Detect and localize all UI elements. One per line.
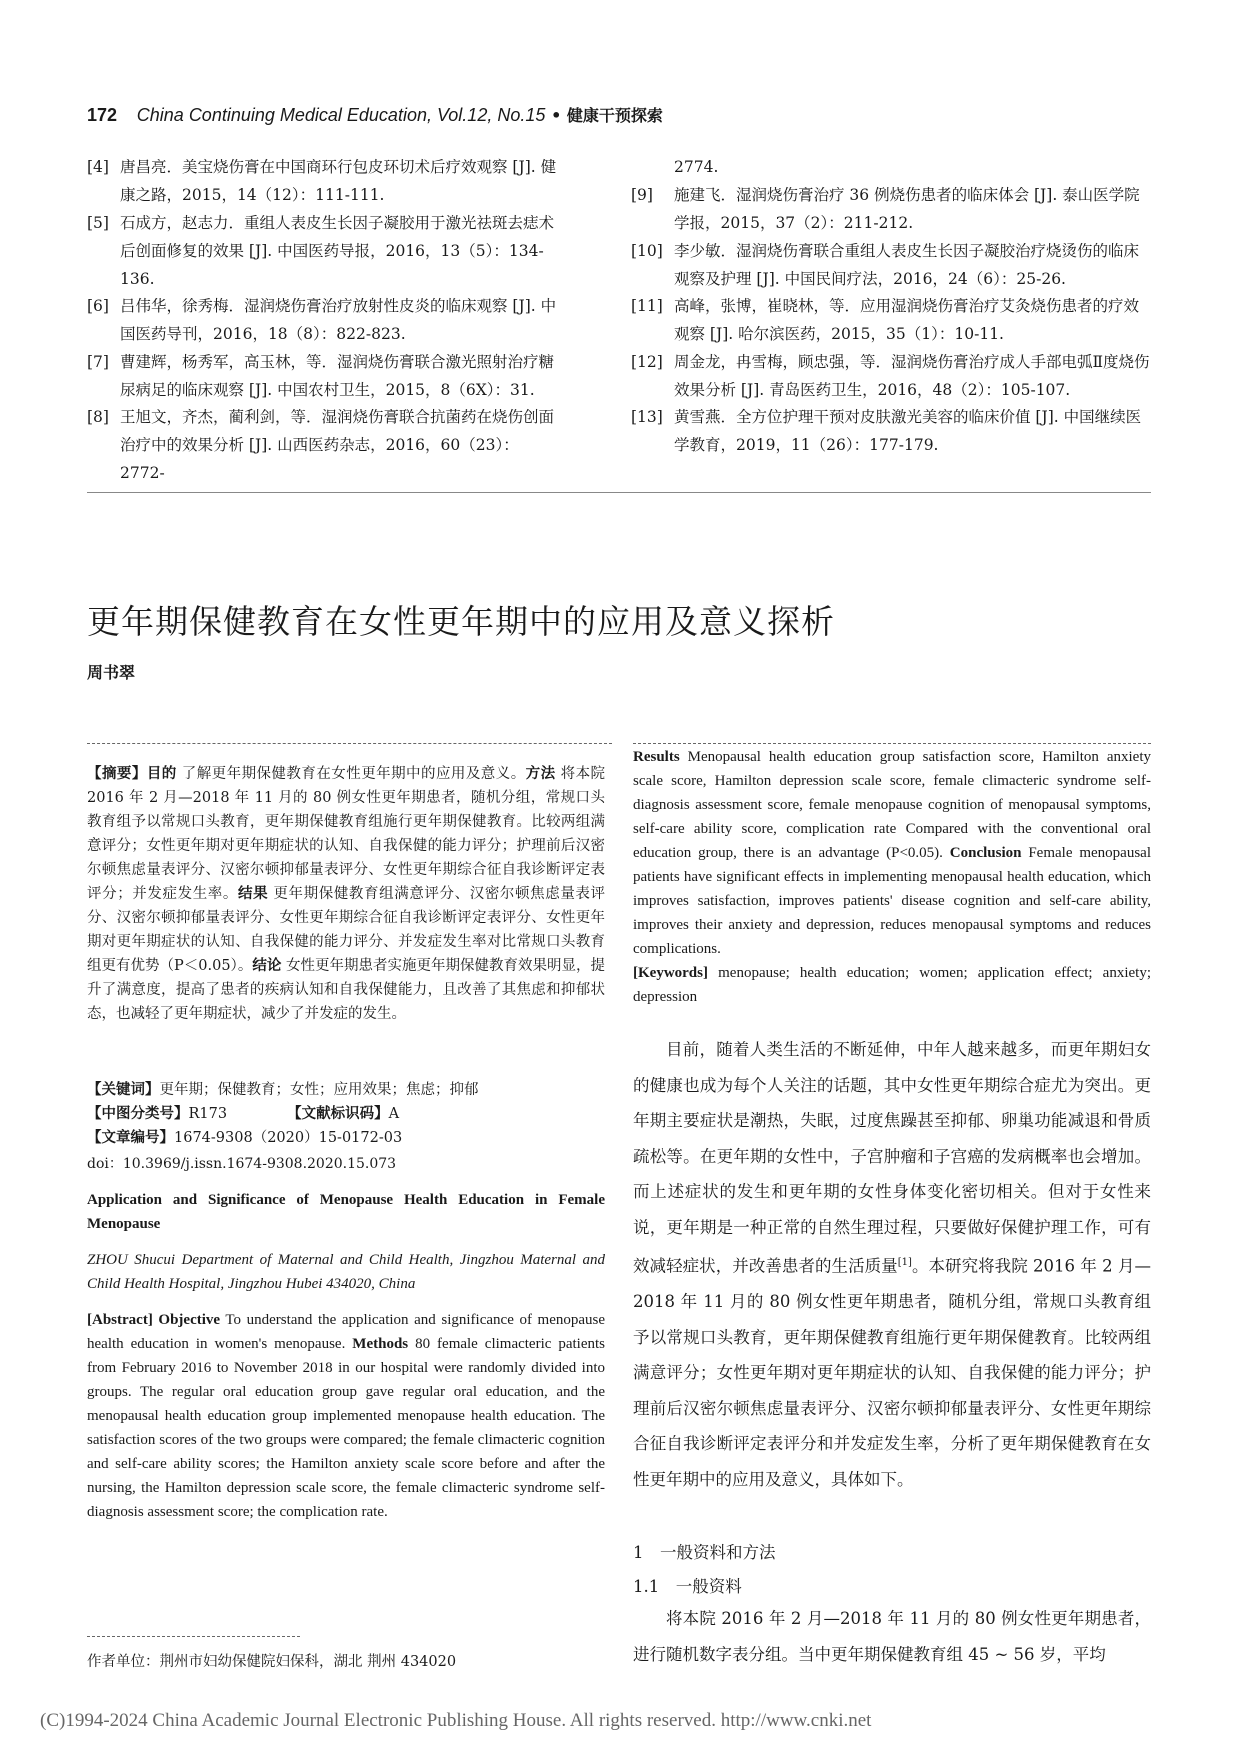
abstract-divider <box>87 743 612 744</box>
methods-en-label: Methods <box>352 1336 409 1352</box>
reference-text: 施建飞．湿润烧伤膏治疗 36 例烧伤患者的临床体会 [J]. 泰山医学院学报，2015，37（2）：211-212. <box>674 186 1140 232</box>
conclusion-text: 女性更年期患者实施更年期保健教育效果明显，提升了满意度，提高了患者的疾病认知和自我保健能力，且改善了其焦虑和抑郁状态，也减轻了更年期症状，减少了并发症的发生。 <box>87 958 606 1022</box>
footnote-rule <box>87 1636 300 1637</box>
intro-paragraph <box>633 1032 1151 1497</box>
conclusion-en-text: Female menopausal patients have significant effects in implementing menopausal health education, which improves satisfaction, improves patients' disease cognition and self-care ability, improves their anxiety and depression, reduces menopausal symptoms and reduces complications. <box>633 845 1151 957</box>
keywords-en-text: menopause; health education; women; application effect; anxiety; depression <box>633 965 1152 1005</box>
english-affiliation: ZHOU Shucui Department of Maternal and Child Health, Jingzhou Maternal and Child Health Hospital, Jingzhou Hubei 434020, China <box>87 1252 605 1292</box>
reference-text: 李少敏．湿润烧伤膏联合重组人表皮生长因子凝胶治疗烧烫伤的临床观察及护理 [J]. 中国民间疗法，2016，24（6）：25-26. <box>674 242 1140 288</box>
classification <box>87 1102 399 1126</box>
body-paragraph: 将本院 2016 年 2 月—2018 年 11 月的 80 例女性更年期患者，进行随机数字表分组。当中更年期保健教育组 45 ~ 56 岁，平均 <box>633 1609 1151 1664</box>
results-en-label: Results <box>633 749 680 765</box>
objective-label: 目的 <box>146 765 177 782</box>
abstract-en-continued <box>633 745 1151 1009</box>
clc-label: 【中图分类号】 <box>87 1105 189 1122</box>
section-divider <box>87 492 1151 493</box>
section-heading: 1 一般资料和方法 <box>633 1543 776 1562</box>
page-number: 172 <box>87 105 118 125</box>
reference-item <box>631 348 1151 404</box>
intro-text-cont: 。本研究将我院 2016 年 2 月—2018 年 11 月的 80 例女性更年期患者，随机分组，常规口头教育组予以常规口头教育，更年期保健教育组施行更年期保健教育。比较两组满意评分；女性更年期对更年期症状的认知、自我保健的能力评分；护理前后汉密尔顿焦虑量表评分、汉密尔顿抑郁量表评分、女性更年期综合征自我诊断评定表评分和并发症发生率，分析了更年期保健教育在女性更年期中的应用及意义，具体如下。 <box>633 1256 1152 1489</box>
reference-item <box>87 403 557 487</box>
keywords-label: 【关键词】 <box>87 1081 160 1098</box>
reference-text: 曹建辉，杨秀军，高玉林，等．湿润烧伤膏联合激光照射治疗糖尿病足的临床观察 [J]. 中国农村卫生，2015，8（6X）：31. <box>120 353 555 399</box>
reference-item <box>87 209 557 293</box>
reference-item <box>631 292 1151 348</box>
keywords-en-label: [Keywords] <box>633 965 708 981</box>
reference-text: 石成方，赵志力．重组人表皮生长因子凝胶用于激光祛斑去痣术后创面修复的效果 [J]. 中国医药导报，2016，13（5）：134-136. <box>120 214 555 288</box>
methods-en-text: 80 female climacteric patients from February 2016 to November 2018 in our hospital were randomly divided into groups. The regular oral education group gave regular oral education, and the menopausal health education group implemented menopause health education. The satisfaction scores of the two groups were compared; the female climacteric cognition and self-care ability scores; the Hamilton anxiety scale score before and after the nursing, the Hamilton depression scale score, the female climacteric syndrome self-diagnosis assessment score; the complication rate. <box>87 1336 605 1520</box>
doc-code-label: 【文献标识码】 <box>287 1105 389 1122</box>
conclusion-en-label: Conclusion <box>949 845 1022 861</box>
reference-item <box>631 153 1151 181</box>
abstract-divider <box>633 743 1151 744</box>
reference-number: [8] <box>87 408 109 426</box>
article-author: 周书翠 <box>87 663 136 682</box>
article-number-value: 1674-9308（2020）15-0172-03 <box>174 1130 403 1146</box>
column-name: • 健康干预探索 <box>551 106 663 125</box>
subsection-heading: 1.1 一般资料 <box>633 1577 742 1596</box>
reference-item <box>87 153 557 209</box>
reference-number: [5] <box>87 214 109 232</box>
reference-text: 吕伟华，徐秀梅．湿润烧伤膏治疗放射性皮炎的临床观察 [J]. 中国医药导刊，2016，18（8）：822-823. <box>120 297 557 343</box>
reference-number: [9] <box>631 186 653 204</box>
reference-item <box>87 348 557 404</box>
article-title: 更年期保健教育在女性更年期中的应用及意义探析 <box>87 602 835 641</box>
doc-code-value: A <box>388 1106 400 1122</box>
methods-label: 方法 <box>525 765 556 782</box>
article-number-label: 【文章编号】 <box>87 1129 174 1146</box>
footnote-affiliation: 作者单位：荆州市妇幼保健院妇保科，湖北 荆州 434020 <box>87 1654 457 1670</box>
results-label: 结果 <box>238 885 269 902</box>
reference-number: [11] <box>631 297 663 315</box>
copyright-notice: (C)1994-2024 China Academic Journal Electronic Publishing House. All rights reserved. http://www.cnki.net <box>40 1710 872 1731</box>
reference-text: 周金龙，冉雪梅，顾忠强，等．湿润烧伤膏治疗成人手部电弧Ⅱ度烧伤效果分析 [J]. 青岛医药卫生，2016，48（2）：105-107. <box>674 353 1150 399</box>
reference-number: [12] <box>631 353 663 371</box>
reference-number: [10] <box>631 242 663 260</box>
intro-text: 目前，随着人类生活的不断延伸，中年人越来越多，而更年期妇女的健康也成为每个人关注的话题，其中女性更年期综合症尤为突出。更年期主要症状是潮热，失眠，过度焦躁甚至抑郁、卵巢功能减退和骨质疏松等。在更年期的女性中，子宫肿瘤和子宫癌的发病概率也会增加。而上述症状的发生和更年期的女性身体变化密切相关。但对于女性来说，更年期是一种正常的自然生理过程，只要做好保健护理工作，可有效减轻症状，并改善患者的生活质量 <box>633 1040 1151 1276</box>
clc-value: R173 <box>188 1106 228 1122</box>
english-title: Application and Significance of Menopause Health Education in Female Menopause <box>87 1192 605 1232</box>
methods-text: 将本院 2016 年 2 月—2018 年 11 月的 80 例女性更年期患者，随机分组，常规口头教育组予以常规口头教育，更年期保健教育组施行更年期保健教育。比较两组满意评分；女性更年期对更年期症状的认知、自我保健的能力评分；护理前后汉密尔顿焦虑量表评分、汉密尔顿抑郁量表评分、女性更年期综合征自我诊断评定表评分；并发症发生率。 <box>87 766 606 902</box>
reference-item <box>631 403 1151 459</box>
article-number <box>87 1126 402 1150</box>
reference-text: 王旭文，齐杰，蔺利剑，等．湿润烧伤膏联合抗菌药在烧伤创面治疗中的效果分析 [J]. 山西医药杂志，2016，60（23）：2772- <box>120 408 555 482</box>
citation-ref: [1] <box>897 1257 912 1268</box>
reference-item <box>631 181 1151 237</box>
objective-text: 了解更年期保健教育在女性更年期中的应用及意义。 <box>181 766 526 782</box>
objective-en-label: Objective <box>158 1312 221 1328</box>
reference-number: [4] <box>87 158 109 176</box>
reference-text: 黄雪燕．全方位护理干预对皮肤激光美容的临床价值 [J]. 中国继续医学教育，2019，11（26）：177-179. <box>674 408 1142 454</box>
journal-name: China Continuing Medical Education, Vol.12, No.15 <box>136 105 546 125</box>
running-header <box>87 103 663 126</box>
abstract-cn <box>87 762 605 1026</box>
reference-text: 2774. <box>674 158 719 176</box>
results-en-text: Menopausal health education group satisfaction score, Hamilton anxiety scale score, Hamilton depression scale score, female climacteric syndrome self-diagnosis assessment score, female menopause cognition of menopausal symptoms, self-care ability score, complication rate Compared with the conventional oral education group, there is an advantage (P<0.05). <box>633 749 1152 861</box>
reference-number: [13] <box>631 408 663 426</box>
abstract-en <box>87 1308 605 1596</box>
objective-en-text: To understand the application and significance of menopause health education in women's menopause. <box>87 1312 605 1352</box>
abstract-en-label: [Abstract] <box>87 1312 153 1328</box>
reference-text: 唐昌亮．美宝烧伤膏在中国商环行包皮环切术后疗效观察 [J]. 健康之路，2015，14（12）：111-111. <box>120 158 557 204</box>
results-text: 更年期保健教育组满意评分、汉密尔顿焦虑量表评分、汉密尔顿抑郁量表评分、女性更年期综合征自我诊断评定表评分、女性更年期对更年期症状的认知、自我保健的能力评分、并发症发生率对比常规口头教育组更有优势（P＜0.05）。 <box>87 886 606 974</box>
reference-item <box>87 292 557 348</box>
abstract-label: 【摘要】 <box>87 765 147 782</box>
reference-text: 高峰，张博，崔晓林，等．应用湿润烧伤膏治疗艾灸烧伤患者的疗效观察 [J]. 哈尔滨医药，2015，35（1）：10-11. <box>674 297 1140 343</box>
conclusion-label: 结论 <box>252 957 282 974</box>
reference-item <box>631 237 1151 293</box>
reference-number: [7] <box>87 353 109 371</box>
keywords-text: 更年期；保健教育；女性；应用效果；焦虑；抑郁 <box>159 1082 479 1098</box>
doi: doi：10.3969/j.issn.1674-9308.2020.15.073 <box>87 1156 397 1172</box>
keywords-cn <box>87 1078 479 1102</box>
reference-number: [6] <box>87 297 109 315</box>
